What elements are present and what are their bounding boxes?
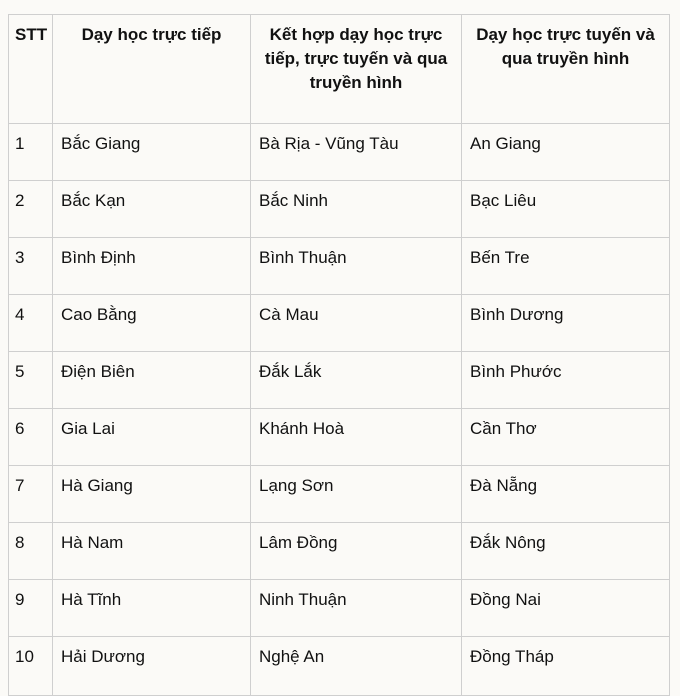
cell-hybrid: Cà Mau [251,295,462,352]
cell-in-person: Gia Lai [53,409,251,466]
cell-in-person: Hà Nam [53,523,251,580]
table-row [9,466,670,523]
cell-hybrid: Bình Thuận [251,238,462,295]
cell-hybrid: Lạng Sơn [251,466,462,523]
table-row [9,238,670,295]
header-in-person: Dạy học trực tiếp [53,15,251,124]
table-row [9,637,670,696]
table-row [9,181,670,238]
cell-in-person: Hà Tĩnh [53,580,251,637]
cell-in-person: Bắc Kạn [53,181,251,238]
cell-stt: 9 [9,580,53,637]
cell-stt: 10 [9,637,53,696]
cell-online-tv: Cần Thơ [462,409,670,466]
cell-hybrid: Bà Rịa - Vũng Tàu [251,124,462,181]
cell-in-person: Điện Biên [53,352,251,409]
cell-in-person: Hải Dương [53,637,251,696]
cell-hybrid: Nghệ An [251,637,462,696]
cell-online-tv: Đồng Nai [462,580,670,637]
cell-stt: 8 [9,523,53,580]
cell-hybrid: Khánh Hoà [251,409,462,466]
header-stt: STT [9,15,53,124]
cell-hybrid: Đắk Lắk [251,352,462,409]
cell-in-person: Hà Giang [53,466,251,523]
cell-online-tv: An Giang [462,124,670,181]
cell-hybrid: Lâm Đồng [251,523,462,580]
table-header-row [9,15,670,124]
cell-online-tv: Bình Dương [462,295,670,352]
cell-in-person: Bắc Giang [53,124,251,181]
cell-in-person: Bình Định [53,238,251,295]
cell-hybrid: Ninh Thuận [251,580,462,637]
cell-in-person: Cao Bằng [53,295,251,352]
table-row [9,124,670,181]
province-teaching-mode-table [8,14,670,696]
cell-hybrid: Bắc Ninh [251,181,462,238]
cell-stt: 7 [9,466,53,523]
cell-online-tv: Đồng Tháp [462,637,670,696]
cell-stt: 1 [9,124,53,181]
cell-online-tv: Bạc Liêu [462,181,670,238]
table-row [9,523,670,580]
cell-stt: 5 [9,352,53,409]
cell-stt: 2 [9,181,53,238]
header-hybrid: Kết hợp dạy học trực tiếp, trực tuyến và qua truyền hình [251,15,462,124]
cell-stt: 6 [9,409,53,466]
cell-online-tv: Đà Nẵng [462,466,670,523]
table-row [9,295,670,352]
header-online-tv: Dạy học trực tuyến và qua truyền hình [462,15,670,124]
table-row [9,409,670,466]
cell-online-tv: Đắk Nông [462,523,670,580]
table-row [9,352,670,409]
cell-online-tv: Bình Phước [462,352,670,409]
cell-stt: 4 [9,295,53,352]
table-row [9,580,670,637]
cell-stt: 3 [9,238,53,295]
cell-online-tv: Bến Tre [462,238,670,295]
